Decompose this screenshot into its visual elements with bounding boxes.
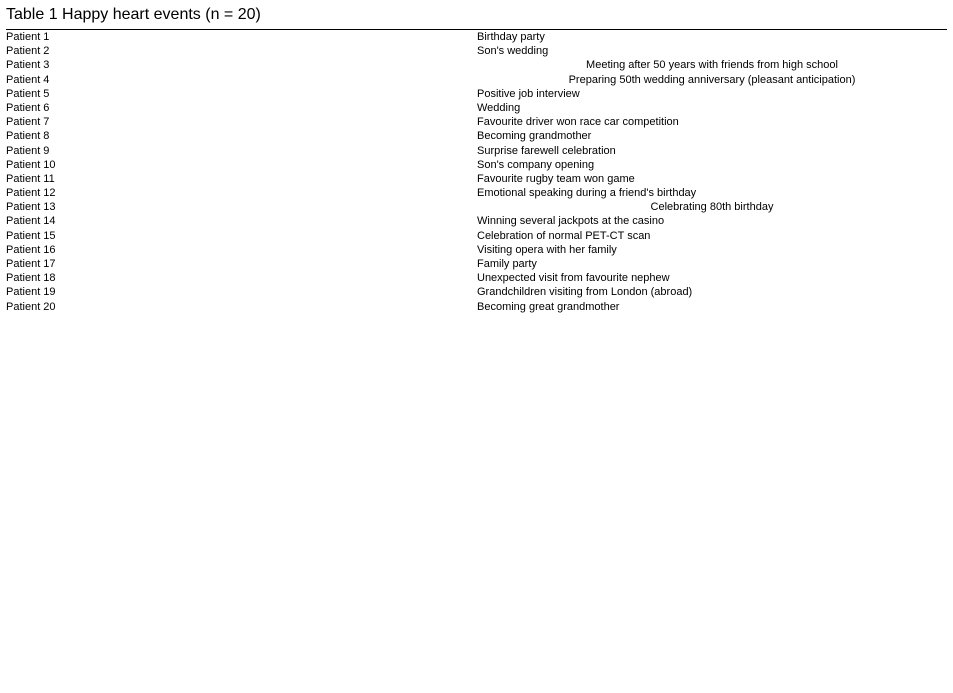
event-cell: Favourite driver won race car competition xyxy=(477,116,679,129)
patient-cell: Patient 11 xyxy=(6,172,55,185)
table-row xyxy=(6,158,947,172)
table-row xyxy=(6,214,947,228)
patient-cell: Patient 4 xyxy=(6,73,50,86)
table-row xyxy=(6,285,947,299)
table-row xyxy=(6,229,947,243)
event-cell: Favourite rugby team won game xyxy=(477,172,635,185)
event-cell: Winning several jackpots at the casino xyxy=(477,215,665,228)
patient-cell: Patient 18 xyxy=(6,272,56,285)
table-row xyxy=(6,200,947,214)
patient-cell: Patient 12 xyxy=(6,187,56,200)
event-cell: Son's wedding xyxy=(477,45,549,58)
patient-cell: Patient 3 xyxy=(6,59,50,72)
event-cell: Family party xyxy=(477,258,537,270)
patient-cell: Patient 15 xyxy=(6,229,56,242)
patient-cell: Patient 8 xyxy=(6,130,50,143)
patient-cell: Patient 1 xyxy=(6,31,50,43)
patient-cell: Patient 5 xyxy=(6,87,50,100)
event-cell: Preparing 50th wedding anniversary (pleasant anticipation) xyxy=(568,73,856,86)
table-row xyxy=(6,257,947,271)
patient-cell: Patient 14 xyxy=(6,215,56,228)
table-row xyxy=(6,172,947,186)
event-cell: Becoming great grandmother xyxy=(477,300,620,313)
event-cell: Visiting opera with her family xyxy=(477,243,617,256)
event-cell: Surprise farewell celebration xyxy=(477,144,616,157)
patient-cell: Patient 7 xyxy=(6,116,50,129)
patient-cell: Patient 16 xyxy=(6,243,56,256)
patient-cell: Patient 6 xyxy=(6,101,50,114)
patient-cell: Patient 2 xyxy=(6,45,50,58)
event-cell: Celebrating 80th birthday xyxy=(650,201,774,214)
table-body xyxy=(6,30,947,314)
event-cell: Celebration of normal PET-CT scan xyxy=(477,229,651,242)
event-cell: Becoming grandmother xyxy=(477,130,592,143)
event-cell: Positive job interview xyxy=(477,87,580,100)
table-row xyxy=(6,300,947,314)
patient-cell: Patient 13 xyxy=(6,201,56,214)
patient-cell: Patient 10 xyxy=(6,158,56,171)
patient-cell: Patient 20 xyxy=(6,300,56,313)
table-row xyxy=(6,30,947,44)
table-document xyxy=(6,5,947,314)
table-row xyxy=(6,129,947,143)
event-cell: Meeting after 50 years with friends from high school xyxy=(586,59,838,72)
patient-cell: Patient 17 xyxy=(6,258,56,270)
event-cell: Unexpected visit from favourite nephew xyxy=(477,272,670,285)
table-row xyxy=(6,87,947,101)
patient-cell: Patient 9 xyxy=(6,144,50,157)
table-row xyxy=(6,144,947,158)
event-cell: Grandchildren visiting from London (abroad) xyxy=(477,286,693,299)
table-row xyxy=(6,44,947,58)
patient-cell: Patient 19 xyxy=(6,286,56,299)
table-row xyxy=(6,73,947,87)
event-cell: Emotional speaking during a friend's birthday xyxy=(477,187,697,200)
table-row xyxy=(6,186,947,200)
event-cell: Birthday party xyxy=(477,31,545,43)
table-row xyxy=(6,271,947,285)
event-cell: Wedding xyxy=(477,101,521,114)
table-row xyxy=(6,101,947,115)
table-title: Table 1 Happy heart events (n = 20) xyxy=(6,6,261,23)
event-cell: Son's company opening xyxy=(477,158,595,171)
table-row xyxy=(6,243,947,257)
table-row xyxy=(6,115,947,129)
table-row xyxy=(6,58,947,72)
